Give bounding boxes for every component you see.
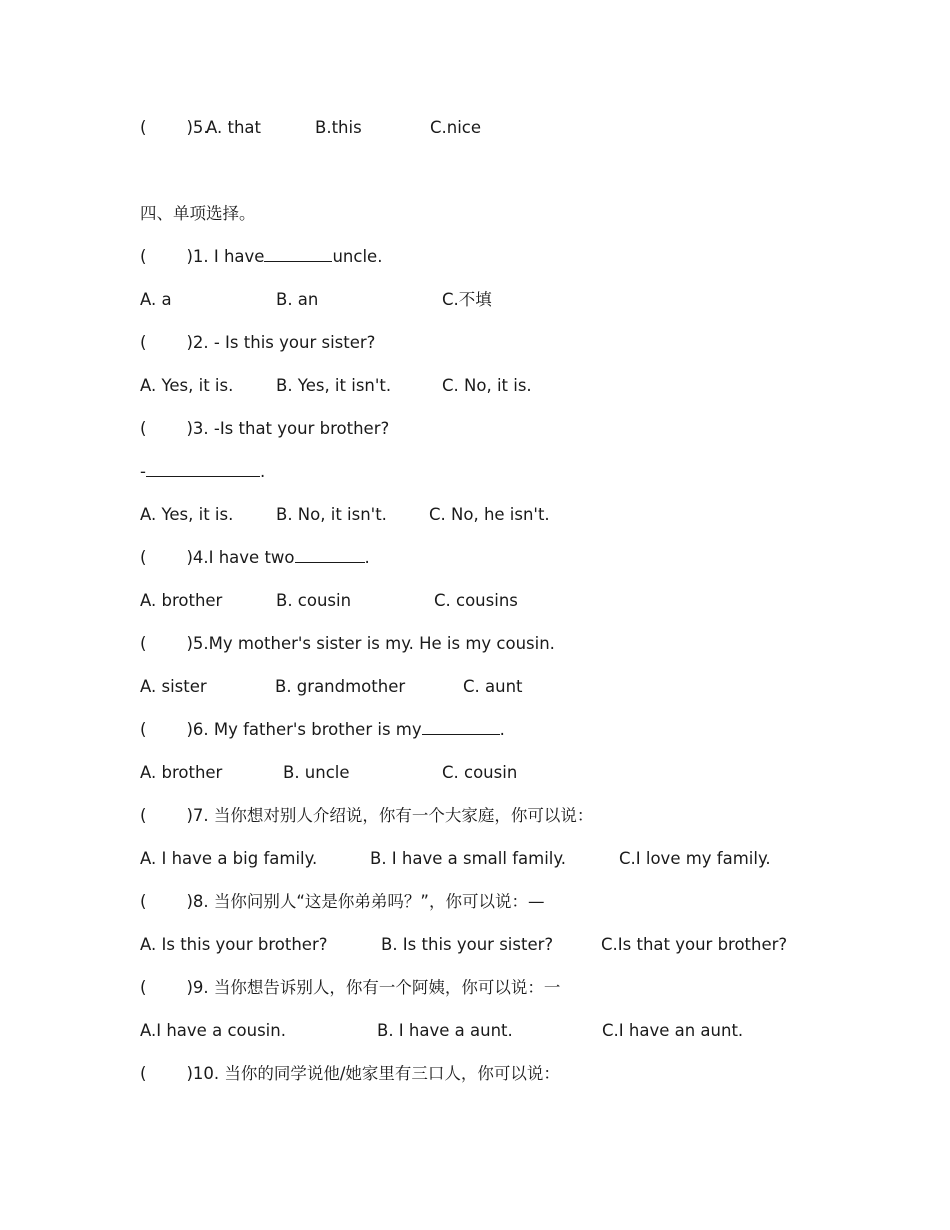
question-10-stem [140, 1063, 560, 1085]
question-3-answer-line [140, 461, 265, 483]
question-text: )2. - Is this your sister? [186, 333, 376, 352]
question-8-stem [140, 891, 544, 913]
option-a: A. that [206, 118, 261, 137]
answer-paren-open: ( [140, 118, 147, 137]
question-3-stem [140, 418, 389, 440]
question-2-stem [140, 332, 375, 354]
question-9-stem [140, 977, 560, 999]
answer-paren-open: ( [140, 1064, 147, 1083]
question-7-stem [140, 805, 593, 827]
fill-blank [146, 461, 260, 477]
answer-paren-open: ( [140, 548, 147, 567]
option-c: C. No, he isn't. [429, 505, 550, 524]
option-b: B. I have a aunt. [377, 1021, 513, 1040]
option-c: C. No, it is. [442, 376, 532, 395]
question-text: )8. 当你问别人“这是你弟弟吗？”，你可以说：— [186, 892, 545, 911]
question-number: 5. [192, 118, 209, 137]
question-text-end: . [499, 720, 505, 739]
question-4-stem [140, 547, 370, 569]
option-a: A. Yes, it is. [140, 376, 234, 395]
answer-paren-open: ( [140, 806, 147, 825]
question-text: )1. I have [186, 247, 265, 266]
option-b: B. an [276, 290, 319, 309]
option-b: B. Is this your sister? [381, 935, 554, 954]
fill-blank [422, 719, 500, 735]
fill-blank [264, 246, 332, 262]
option-b: B. cousin [276, 591, 352, 610]
section-heading: 四、单项选择。 [140, 204, 256, 223]
option-b: B.this [315, 118, 362, 137]
question-text: )4.I have two [186, 548, 295, 567]
question-text: )7. 当你想对别人介绍说，你有一个大家庭，你可以说： [186, 806, 594, 825]
option-b: B. uncle [283, 763, 350, 782]
option-c: C. cousin [442, 763, 518, 782]
answer-paren-open: ( [140, 892, 147, 911]
option-a: A. brother [140, 763, 223, 782]
answer-paren-open: ( [140, 247, 147, 266]
section3-question-5 [140, 117, 482, 139]
option-c: C.nice [430, 118, 482, 137]
answer-paren-open: ( [140, 333, 147, 352]
question-text: )6. My father's brother is my [186, 720, 422, 739]
answer-paren-open: ( [140, 978, 147, 997]
question-text: )10. 当你的同学说他/她家里有三口人，你可以说： [186, 1064, 560, 1083]
option-a: A. Yes, it is. [140, 505, 234, 524]
question-text-end: . [364, 548, 370, 567]
answer-paren-open: ( [140, 720, 147, 739]
question-text: )5.My mother's sister is my. He is my cousin. [186, 634, 555, 653]
option-a: A.I have a cousin. [140, 1021, 286, 1040]
option-b: B. grandmother [275, 677, 406, 696]
period: . [259, 462, 266, 481]
question-1-stem [140, 246, 382, 268]
option-c: C. cousins [434, 591, 518, 610]
answer-paren-close: ) [186, 118, 193, 137]
option-c: C.不填 [442, 290, 492, 309]
fill-blank [295, 547, 365, 563]
option-c: C.I love my family. [619, 849, 771, 868]
answer-paren-open: ( [140, 419, 147, 438]
option-c: C. aunt [463, 677, 523, 696]
option-c: C.I have an aunt. [602, 1021, 744, 1040]
question-6-stem [140, 719, 505, 741]
question-text: )9. 当你想告诉别人，你有一个阿姨，你可以说：一 [186, 978, 561, 997]
option-b: B. I have a small family. [370, 849, 567, 868]
option-b: B. No, it isn't. [276, 505, 387, 524]
option-a: A. Is this your brother? [140, 935, 328, 954]
option-a: A. brother [140, 591, 223, 610]
question-5-stem [140, 633, 555, 655]
option-a: A. a [140, 290, 172, 309]
question-text: )3. -Is that your brother? [186, 419, 390, 438]
option-c: C.Is that your brother? [601, 935, 788, 954]
option-a: A. I have a big family. [140, 849, 318, 868]
question-text-end: uncle. [332, 247, 383, 266]
answer-paren-open: ( [140, 634, 147, 653]
option-b: B. Yes, it isn't. [276, 376, 392, 395]
option-a: A. sister [140, 677, 207, 696]
dash: - [140, 462, 146, 481]
